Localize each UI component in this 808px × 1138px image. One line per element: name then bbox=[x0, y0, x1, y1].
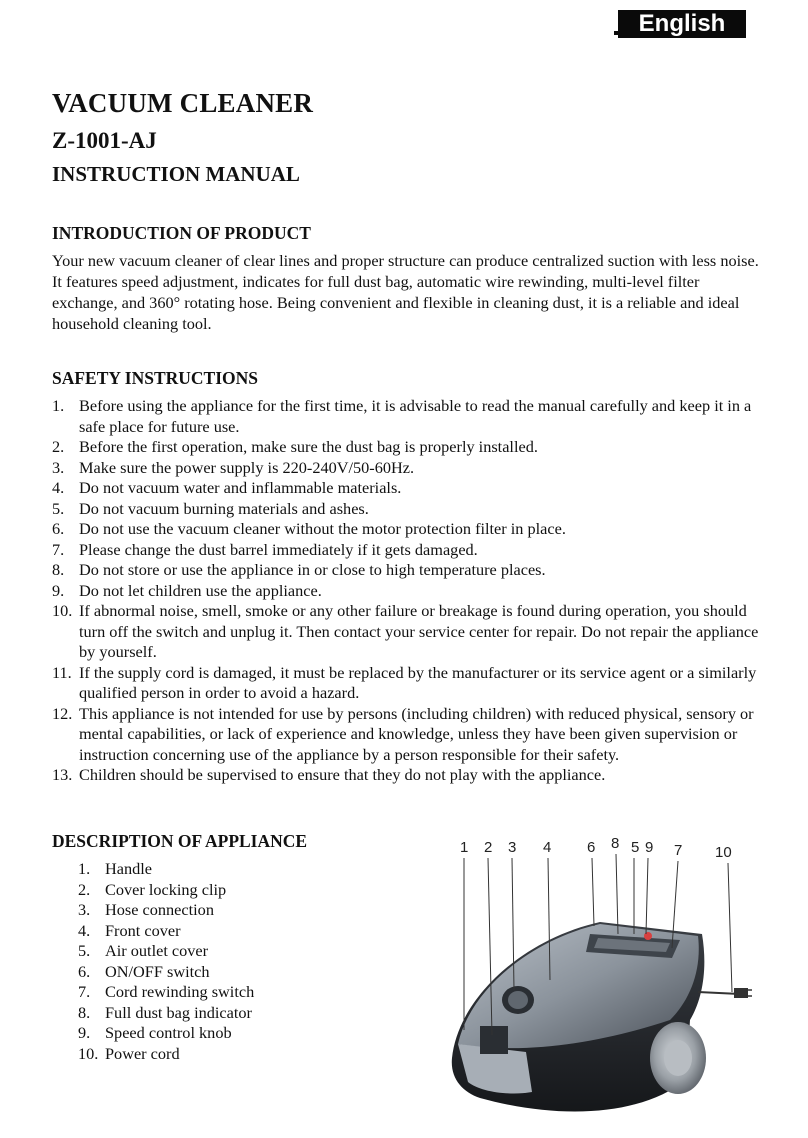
item-number: 6. bbox=[78, 961, 91, 981]
item-number: 1. bbox=[78, 859, 91, 878]
safety-item bbox=[52, 396, 764, 437]
part-item bbox=[78, 900, 254, 921]
vacuum-cleaner-diagram bbox=[440, 830, 780, 1130]
item-text: If abnormal noise, smell, smoke or any other failure or breakage is found during operation, you should turn off the switch and unplug it. Then contact your service center for repair. Do not repair the appliance by yourself. bbox=[79, 601, 759, 661]
safety-item bbox=[52, 765, 764, 786]
item-text: Children should be supervised to ensure that they do not play with the appliance. bbox=[79, 765, 606, 784]
item-number: 5. bbox=[52, 498, 65, 518]
safety-item bbox=[52, 704, 764, 766]
safety-item bbox=[52, 601, 764, 663]
appliance-parts-list bbox=[78, 859, 254, 1064]
item-text: ON/OFF switch bbox=[105, 961, 210, 981]
item-number: 5. bbox=[78, 941, 91, 960]
safety-item bbox=[52, 437, 764, 458]
item-number: 12. bbox=[52, 703, 73, 723]
description-heading: DESCRIPTION OF APPLIANCE bbox=[52, 831, 308, 851]
safety-item bbox=[52, 478, 764, 499]
item-text: Cord rewinding switch bbox=[105, 982, 255, 1001]
part-item bbox=[78, 880, 254, 901]
callout-label: 4 bbox=[543, 839, 552, 856]
item-text: Cover locking clip bbox=[105, 879, 227, 899]
item-text: Do not vacuum water and inflammable materials. bbox=[79, 478, 402, 497]
item-number: 2. bbox=[52, 437, 65, 456]
safety-item bbox=[52, 540, 764, 561]
callout-label: 6 bbox=[587, 839, 596, 856]
item-number: 11. bbox=[52, 662, 72, 682]
language-badge: English bbox=[618, 10, 746, 38]
item-number: 3. bbox=[52, 457, 65, 477]
item-text: Power cord bbox=[105, 1043, 180, 1063]
item-text: Full dust bag indicator bbox=[105, 1002, 252, 1022]
item-text: Do not use the vacuum cleaner without the motor protection filter in place. bbox=[79, 519, 566, 538]
item-text: This appliance is not intended for use by persons (including children) with reduced physical, sensory or mental capabilities, or lack of experience and knowledge, unless they have been given supervision or instruction concerning use of the appliance by a person responsible for their safety. bbox=[79, 703, 754, 764]
callout-label: 5 bbox=[631, 839, 640, 856]
callout-label: 1 bbox=[460, 839, 469, 856]
item-text: Make sure the power supply is 220-240V/50-60Hz. bbox=[79, 457, 415, 477]
part-item bbox=[78, 982, 254, 1003]
item-text: Before using the appliance for the first time, it is advisable to read the manual carefully and keep it in a safe place for future use. bbox=[79, 396, 752, 436]
item-text: Air outlet cover bbox=[105, 941, 209, 960]
safety-item bbox=[52, 581, 764, 602]
item-number: 10. bbox=[78, 1043, 99, 1063]
item-number: 8. bbox=[78, 1002, 91, 1022]
callout-label: 7 bbox=[674, 842, 683, 859]
item-number: 4. bbox=[78, 920, 91, 940]
item-number: 9. bbox=[52, 580, 65, 600]
item-number: 9. bbox=[78, 1023, 91, 1042]
item-text: Do not vacuum burning materials and ashes. bbox=[79, 498, 369, 518]
item-text: Please change the dust barrel immediately if it gets damaged. bbox=[79, 539, 478, 559]
part-item bbox=[78, 941, 254, 962]
safety-instructions-list bbox=[52, 396, 764, 786]
part-item bbox=[78, 859, 254, 880]
item-text: Before the first operation, make sure the dust bag is properly installed. bbox=[79, 437, 538, 456]
document-subtitle: INSTRUCTION MANUAL bbox=[52, 162, 300, 186]
item-number: 8. bbox=[52, 560, 65, 579]
callout-label: 3 bbox=[508, 839, 517, 856]
item-text: Front cover bbox=[105, 920, 181, 940]
safety-heading: SAFETY INSTRUCTIONS bbox=[52, 368, 259, 388]
item-number: 1. bbox=[52, 396, 65, 415]
item-number: 3. bbox=[78, 900, 91, 919]
part-item bbox=[78, 921, 254, 942]
item-text: Speed control knob bbox=[105, 1023, 232, 1042]
item-text: Do not let children use the appliance. bbox=[79, 580, 322, 600]
safety-item bbox=[52, 499, 764, 520]
model-number: Z-1001-AJ bbox=[52, 128, 157, 153]
item-text: If the supply cord is damaged, it must be replaced by the manufacturer or its service agent or a similarly qualified person in order to avoid a hazard. bbox=[79, 662, 757, 702]
item-number: 7. bbox=[78, 982, 91, 1001]
callout-label: 10 bbox=[715, 844, 732, 861]
introduction-heading: INTRODUCTION OF PRODUCT bbox=[52, 223, 311, 243]
introduction-text: Your new vacuum cleaner of clear lines and proper structure can produce centralized suction with less noise. It features speed adjustment, indicates for full dust bag, automatic wire rewinding, multi-level filter exchange, and 360° rotating hose. Being convenient and flexible in cleaning dust, it is a reliable and ideal household cleaning tool. bbox=[52, 251, 759, 333]
item-text: Hose connection bbox=[105, 900, 214, 919]
callout-label: 2 bbox=[484, 839, 493, 856]
item-number: 7. bbox=[52, 539, 65, 559]
callout-label: 8 bbox=[611, 835, 620, 852]
part-item bbox=[78, 1044, 254, 1065]
document-title: VACUUM CLEANER bbox=[52, 88, 314, 118]
vacuum-body-illustration bbox=[452, 922, 752, 1112]
item-text: Handle bbox=[105, 859, 153, 878]
part-item bbox=[78, 962, 254, 983]
part-item bbox=[78, 1023, 254, 1044]
item-text: Do not store or use the appliance in or close to high temperature places. bbox=[79, 560, 546, 579]
item-number: 2. bbox=[78, 879, 91, 899]
safety-item bbox=[52, 663, 764, 704]
callout-label: 9 bbox=[645, 839, 654, 856]
item-number: 4. bbox=[52, 478, 65, 497]
part-item bbox=[78, 1003, 254, 1024]
item-number: 13. bbox=[52, 765, 73, 784]
item-number: 6. bbox=[52, 519, 65, 538]
safety-item bbox=[52, 519, 764, 540]
safety-item bbox=[52, 458, 764, 479]
safety-item bbox=[52, 560, 764, 581]
item-number: 10. bbox=[52, 601, 73, 620]
